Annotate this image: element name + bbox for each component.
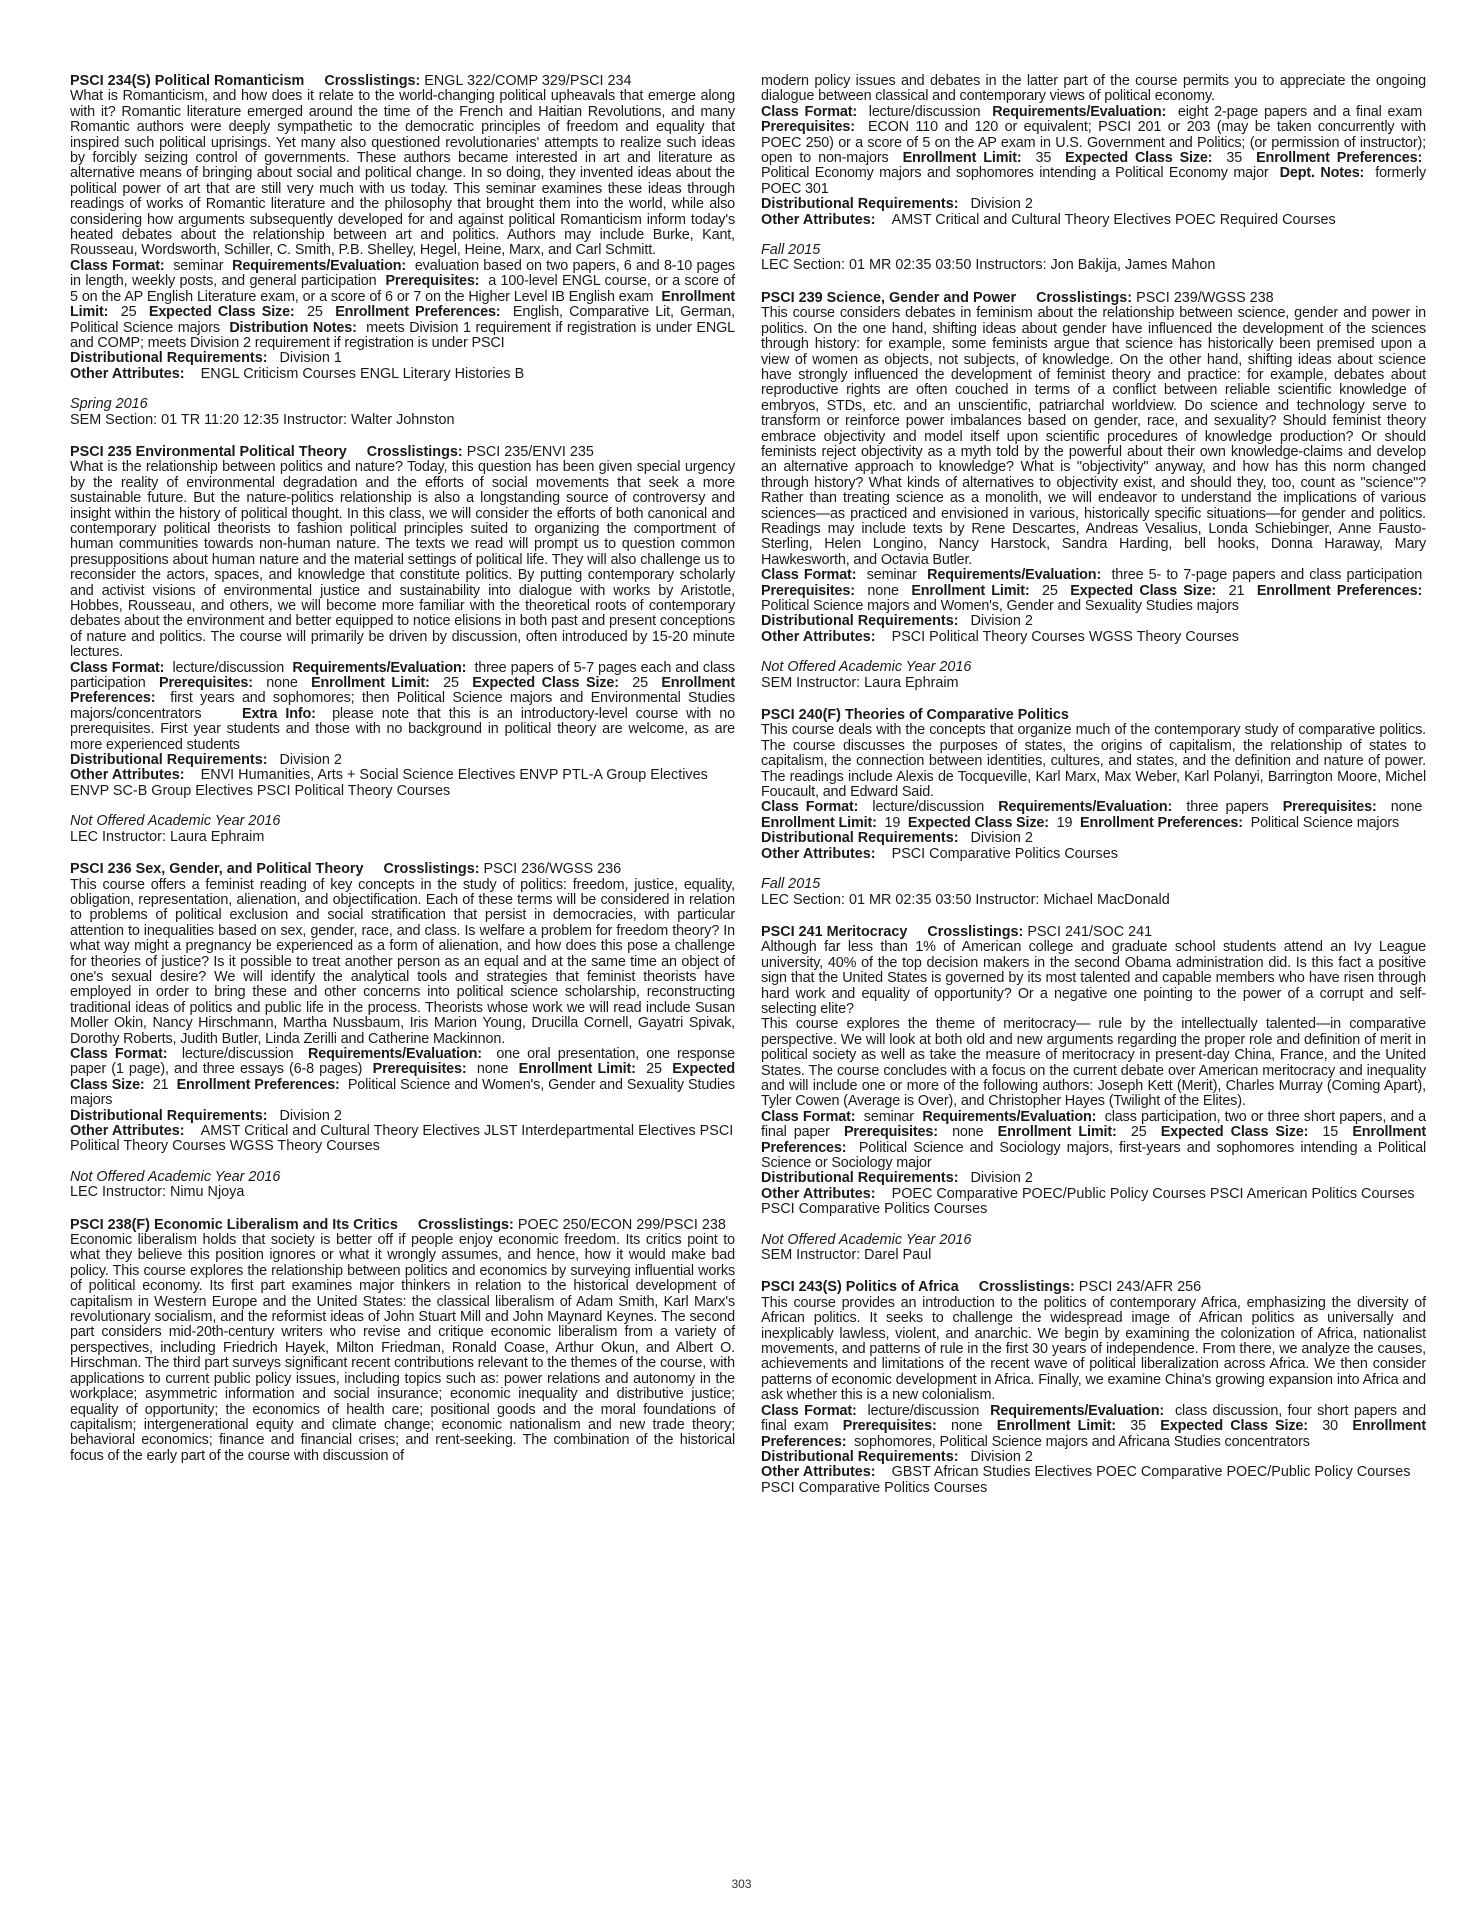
format-value: lecture/discussion: [868, 103, 981, 120]
course-description: What is the relationship between politics and nature? Today, this question has been given special urgency by the reality of environmental degradation and the efforts of social movements that seek a more sustainable future. But the nature-politics relationship is also a longstanding source of controversy and insight within the history of political thought. In this class, we will consider the efforts of both canonical and contemporary political theorists to fashion political principles suited to organizing the comportment of human communities towards non-human nature. The texts we read will prompt us to question common presuppositions about human nature and the material settings of political life. They will also challenge us to reconsider the actors, spaces, and knowledge that constitute politics. By putting contemporary scholarly and activist visions of environmental justice and sustainability into dialogue with works by Aristotle, Hobbes, Rousseau, and others, we will become more familiar with the theoretical roots of contemporary debates about the environment and better equipped to notice elisions in both past and present conceptions of nature and politics. The course will primarily be driven by discussion, often introduced by 15-20 minute lectures.: [70, 459, 735, 661]
attributes-line: [761, 213, 1426, 228]
distribution-value: Division 2: [970, 196, 1033, 213]
section-info: LEC Instructor: Nimu Njoya: [70, 1184, 245, 1201]
crosslist-value: ENGL 322/COMP 329/PSCI 234: [424, 73, 632, 89]
attributes-label: Other Attributes:: [761, 845, 876, 862]
prerequisites-label: Prerequisites:: [385, 273, 480, 290]
format-value: lecture/discussion: [872, 799, 985, 816]
distribution-value: Division 2: [970, 830, 1033, 847]
enrollment-preferences-label: Enrollment Preferences:: [1256, 150, 1423, 167]
requirements-label: Requirements/Evaluation:: [292, 659, 467, 676]
course-psci-236: [70, 862, 735, 1201]
format-value: seminar: [173, 257, 224, 274]
notes-label: Distribution Notes:: [229, 319, 357, 336]
requirements-value: three papers of 5-7 pages each and class participation: [70, 659, 735, 692]
format-label: Class Format:: [70, 257, 165, 274]
distribution-line: [70, 1109, 735, 1124]
enrollment-preferences-label: Enrollment Preferences:: [761, 1124, 1426, 1156]
dept-notes-label: Dept. Notes:: [1279, 165, 1365, 182]
crosslist-value: POEC 250/ECON 299/PSCI 238: [517, 1216, 726, 1233]
crosslist-value: PSCI 239/WGSS 238: [1136, 289, 1274, 306]
attributes-label: Other Attributes:: [761, 211, 876, 228]
class-size-value: 25: [632, 675, 648, 692]
course-title: PSCI 238(F) Economic Liberalism and Its Critics: [70, 1216, 398, 1233]
class-size-value: 35: [1226, 150, 1243, 167]
term-block: [761, 243, 1426, 274]
enrollment-limit-label: Enrollment Limit:: [997, 1124, 1117, 1141]
crosslist-value: PSCI 241/SOC 241: [1027, 923, 1153, 940]
term-block: [761, 1233, 1426, 1264]
enrollment-limit-value: 35: [1130, 1418, 1146, 1435]
enrollment-preferences-value: sophomores, Political Science majors and Africana Studies concentrators: [854, 1433, 1310, 1450]
enrollment-preferences-label: Enrollment Preferences:: [1080, 814, 1243, 831]
term-block: [70, 397, 735, 428]
format-label: Class Format:: [70, 659, 165, 676]
attributes-value: AMST Critical and Cultural Theory Electives JLST Interdepartmental Electives PSCI Political Theory Courses WGSS Theory Courses: [70, 1123, 734, 1155]
course-heading: [761, 925, 1426, 940]
distribution-value: Division 2: [279, 752, 342, 769]
course-title: PSCI 234(S) Political Romanticism: [70, 73, 305, 89]
attributes-value: AMST Critical and Cultural Theory Electives POEC Required Courses: [891, 211, 1336, 228]
crosslist-value: PSCI 235/ENVI 235: [466, 443, 594, 460]
attributes-value: PSCI Comparative Politics Courses: [891, 845, 1118, 862]
prerequisites-value: none: [476, 1061, 509, 1078]
attributes-line: [70, 367, 735, 382]
enrollment-preferences-label: Enrollment Preferences:: [176, 1076, 340, 1093]
course-psci-241: [761, 925, 1426, 1264]
course-details: [761, 105, 1426, 197]
class-size-label: Expected Class Size:: [1070, 582, 1217, 599]
format-label: Class Format:: [761, 1108, 856, 1125]
left-column: [70, 74, 735, 1464]
enrollment-limit-label: Enrollment Limit:: [996, 1418, 1116, 1435]
course-details: [761, 1404, 1426, 1450]
format-value: lecture/discussion: [181, 1045, 294, 1062]
enrollment-limit-label: Enrollment Limit:: [70, 288, 736, 321]
attributes-value: ENGL Criticism Courses ENGL Literary Histories B: [200, 365, 525, 382]
enrollment-preferences-label: Enrollment Preferences:: [335, 304, 501, 321]
enrollment-preferences-value: Political Science majors and Women's, Gender and Sexuality Studies majors: [761, 598, 1239, 614]
attributes-value: ENVI Humanities, Arts + Social Science Electives ENVP PTL-A Group Electives ENVP SC-B Group Electives PSCI Political Theory Courses: [70, 767, 708, 799]
course-description: This course deals with the concepts that organize much of the contemporary study of comparative politics. The course discusses the purposes of states, the origins of capitalism, the relationship of states to capitalism, the connection between identities, cultures, and states, and the definition and nature of power. The readings include Alexis de Tocqueville, Karl Marx, Max Weber, Karl Polanyi, Barrington Moore, Michel Foucault, and Edward Said.: [761, 722, 1426, 801]
requirements-label: Requirements/Evaluation:: [232, 257, 407, 274]
term-label: Fall 2015: [761, 242, 821, 259]
term-label: Fall 2015: [761, 876, 821, 893]
requirements-label: Requirements/Evaluation:: [307, 1045, 482, 1062]
right-column: [761, 74, 1426, 1496]
enrollment-limit-value: 25: [120, 304, 137, 321]
enrollment-limit-label: Enrollment Limit:: [311, 675, 430, 692]
extra-info-label: Extra Info:: [242, 705, 316, 722]
prerequisites-value: none: [1390, 799, 1423, 816]
distribution-value: Division 2: [970, 613, 1033, 630]
crosslist-label: Crosslistings:: [383, 861, 480, 878]
crosslist-label: Crosslistings:: [927, 923, 1024, 940]
class-size-value: 25: [307, 304, 323, 321]
prerequisites-label: Prerequisites:: [842, 1418, 937, 1435]
course-description: This course offers a feminist reading of key concepts in the study of politics: freedom, justice, equality, obligation, representation, alienation, and objectification. Each of these terms will be considered in relation to problems of political exclusion and social stratification that persist in democracies, with particular attention to inequalities based on sex, gender, race, and class. Is welfare a problem for freedom theory? In what way might a pregnancy be experienced as a form of alienation, and how does this pose a challenge for theories of justice? Is it possible to treat another person as an equal and at the same time an object of one's sexual desire? We will identify the analytical tools and strategies that feminist theorists have employed in order to bring these and other concerns into political science scholarship, reconstructing traditional ideas of politics and public life in the process. Theorists whose work we will read include Susan Moller Okin, Nancy Hirschmann, Martha Nussbaum, Iris Marion Young, Drucilla Cornell, Gayatri Spivak, Dorothy Roberts, Judith Butler, Linda Zerilli and Catherine Mackinnon.: [70, 876, 735, 1047]
notes-value: meets Division 1 requirement if registration is under ENGL and COMP; meets Division 2 requirement if registration is under PSCI: [70, 319, 735, 351]
course-heading: [70, 74, 735, 89]
attributes-label: Other Attributes:: [761, 628, 876, 645]
section-info: LEC Section: 01 MR 02:35 03:50 Instructors: Jon Bakija, James Mahon: [761, 257, 1216, 274]
term-label: Not Offered Academic Year 2016: [761, 659, 972, 676]
crosslist-label: Crosslistings:: [1036, 289, 1133, 306]
class-size-label: Expected Class Size:: [472, 675, 619, 692]
prerequisites-value: ECON 110 and 120 or equivalent; PSCI 201 or 203 (may be taken concurrently with POEC 250) or a score of 5 on the AP exam in U.S. Government and Politics; (or permission of instructor); open to non-majors: [761, 119, 1426, 167]
attributes-label: Other Attributes:: [761, 1464, 876, 1481]
format-value: seminar: [863, 1108, 914, 1125]
course-heading: [70, 1218, 735, 1233]
dept-notes-value: formerly POEC 301: [761, 165, 1426, 197]
course-heading: [761, 291, 1426, 306]
term-block: [761, 660, 1426, 691]
course-description: Economic liberalism holds that society is better off if people enjoy economic freedom. Its critics point to what they believe this position ignores or what it wrongly assumes, and hence, how it would make bad policy. This course explores the relationship between politics and economics by surveying influential works of political economy. Its first part examines major thinkers in relation to the historical development of capitalism in Western Europe and the United States: the classical liberalism of Adam Smith, Karl Marx's revolutionary socialism, and the reformist ideas of John Stuart Mill and John Maynard Keynes. The second part considers mid-20th-century writers who revise and critique economic liberalism from a variety of perspectives, including Friedrich Hayek, Milton Friedman, Ronald Coase, Arthur Okun, and Albert O. Hirschman. The third part surveys significant recent contributions relevant to the themes of the course, with applications to current public policy issues, including topics such as: power relations and autonomy in the workplace; asymmetric information and social insurance; economic inequality and distributive justice; equality of opportunity; the economics of health care; positional goods and the moral foundations of capitalism; intergenerational equity and climate change; economic nationalism and new trade theory; behavioral economics; finance and financial crises; and rent-seeking. The combination of the historical focus of the early part of the course with discussion of: [70, 1232, 735, 1464]
requirements-label: Requirements/Evaluation:: [927, 567, 1102, 584]
attributes-value: POEC Comparative POEC/Public Policy Courses PSCI American Politics Courses PSCI Comparative Politics Courses: [761, 1185, 1415, 1218]
attributes-line: [761, 1465, 1426, 1496]
enrollment-limit-value: 25: [443, 675, 459, 692]
course-description: This course provides an introduction to the politics of contemporary Africa, emphasizing the diversity of African politics. It seeks to challenge the widespread image of African politics as universally and inexplicably lawless, violent, and anarchic. We begin by examining the colonization of Africa, nationalist movements, and patterns of rule in the first 30 years of independence. From there, we analyze the causes, achievements and limitations of the recent wave of political liberalization across Africa. We then consider patterns of economic development in Africa. Finally, we examine China's growing expansion into Africa and ask whether this is a new colonialism.: [761, 1294, 1426, 1404]
enrollment-preferences-label: Enrollment Preferences:: [1256, 582, 1423, 599]
course-heading: [70, 445, 735, 460]
course-description-continued: modern policy issues and debates in the latter part of the course permits you to appreciate the ongoing dialogue between classical and contemporary views of political economy.: [761, 73, 1426, 105]
course-title: PSCI 243(S) Politics of Africa: [761, 1279, 959, 1296]
format-value: lecture/discussion: [867, 1402, 980, 1419]
course-description: This course considers debates in feminism about the relationship between science, gender and power in politics. On the one hand, shifting ideas about gender have influenced the development of the sciences through history: for example, some feminists argue that science has historically been premised upon a view of women as objects, not subjects, of knowledge. On the other hand, shifting ideas about science have strongly influenced the development of feminist theory and practice: for example, debates about reproductive rights are often couched in terms of a conflict between reliable scientific knowledge of embryos, STDs, etc. and an unscientific, patriarchal worldview. Do science and technology serve to transform or reinforce power imbalances based on gender, race, and sexuality? Should feminist theory embrace objectivity and model itself upon scientific procedures of knowledge production? Or should feminists reject objectivity as a myth told by the powerful about their own knowledge-claims and develop an alternative approach to knowledge? What is "objectivity" anyway, and how has this norm changed through history? What kinds of alternatives to objectivity exist, and should they, too, count as "science"? Rather than treating science as a monolith, we will endeavor to understand the implications of various sciences—as practiced and envisioned in various, historically specific situations—for gender and politics. Readings may include texts by Rene Descartes, Andreas Vesalius, Londa Schiebinger, Anne Fausto-Sterling, Helen Longino, Nancy Harstock, Sandra Harding, bell hooks, Donna Haraway, Mary Hawkesworth, and Octavia Butler.: [761, 305, 1426, 568]
enrollment-limit-label: Enrollment Limit:: [902, 150, 1022, 167]
course-psci-235: [70, 445, 735, 845]
enrollment-preferences-value: first years and sophomores; then Political Science majors and Environmental Studies majors/concentrators: [70, 690, 735, 722]
enrollment-limit-label: Enrollment Limit:: [761, 814, 877, 831]
course-psci-234: [70, 74, 735, 428]
prerequisites-value: a 100-level ENGL course, or a score of 5 on the AP English Literature exam, or a score of 6 or 7 on the Higher Level IB English exam: [70, 273, 735, 305]
class-size-label: Expected Class Size:: [148, 304, 295, 321]
attributes-value: PSCI Political Theory Courses WGSS Theory Courses: [891, 628, 1239, 645]
course-details: [70, 661, 735, 753]
prerequisites-label: Prerequisites:: [843, 1124, 938, 1141]
requirements-value: three papers: [1186, 799, 1269, 816]
term-block: [761, 877, 1426, 908]
requirements-value: one oral presentation, one response paper (1 page), and three essays (6-8 pages): [70, 1045, 736, 1078]
prerequisites-label: Prerequisites:: [761, 582, 855, 599]
enrollment-preferences-value: Political Economy majors and sophomores intending a Political Economy major: [761, 165, 1269, 182]
distribution-line: [761, 1171, 1426, 1186]
class-size-value: 30: [1322, 1418, 1338, 1435]
course-psci-238-continued: [761, 74, 1426, 274]
course-psci-238: [70, 1218, 735, 1465]
course-description-part-2: This course explores the theme of meritocracy— rule by the intellectually talented—in comparative perspective. We will look at both old and new arguments regarding the proper role and definition of merit in political society as well as take the measure of meritocracy in present-day China, France, and the United States. The course concludes with a focus on the current debate over American meritocracy and inequality and will include one or more of the following authors: Joseph Kett (Merit), Charles Murray (Coming Apart), Tyler Cowen (Average is Over), and Christopher Hayes (Twilight of the Elites).: [761, 1016, 1426, 1110]
class-size-value: 21: [152, 1076, 169, 1093]
requirements-value: evaluation based on two papers, 6 and 8-10 pages in length, weekly posts, and general participation: [70, 257, 735, 290]
distribution-line: [70, 753, 735, 768]
format-value: lecture/discussion: [172, 659, 285, 676]
course-details: [70, 1047, 735, 1109]
attributes-value: GBST African Studies Electives POEC Comparative POEC/Public Policy Courses PSCI Comparative Politics Courses: [761, 1464, 1411, 1496]
course-description: Although far less than 1% of American college and graduate school students attend an Ivy League university, 40% of the top decision makers in the second Obama administration did. Is this fact a positive sign that the United States is governed by its most talented and capable members who have risen through hard work and equality of opportunity? Or a negative one pointing to the power of a corrupt and self-selecting elite?: [761, 939, 1426, 1017]
attributes-label: Other Attributes:: [70, 767, 185, 784]
class-size-value: 21: [1228, 582, 1245, 599]
distribution-label: Distributional Requirements:: [70, 350, 268, 367]
enrollment-preferences-label: Enrollment Preferences:: [761, 1418, 1426, 1450]
format-label: Class Format:: [761, 103, 858, 120]
prerequisites-value: none: [951, 1418, 983, 1435]
attributes-line: [761, 847, 1426, 862]
attributes-label: Other Attributes:: [70, 365, 185, 382]
requirements-label: Requirements/Evaluation:: [998, 799, 1173, 816]
course-details: [761, 1110, 1426, 1172]
course-details: [761, 800, 1426, 831]
enrollment-limit-value: 35: [1035, 150, 1052, 167]
distribution-label: Distributional Requirements:: [761, 196, 959, 213]
course-description: What is Romanticism, and how does it relate to the world-changing political upheavals that emerge along with it? Romantic literature emerged around the time of the French and Haitian Revolutions, and many Romantic authors were deeply sympathetic to the democratic principles of freedom and equality that inspired such political uprisings. Yet many also questioned revolutionaries' attempts to realize such ideas by forcibly seizing control of governments. These authors became interested in art and literature as alternative means of bringing about social and political change. In so doing, they invented ideas about the political power of art that are still very much with us today. This seminar examines these ideas through readings of works of Romantic literature and the philosophy that brought them into the world, while also considering how arguments subsequently developed for and against political Romanticism inform today's heated debates about the relationship between art and politics. Authors may include Burke, Kant, Rousseau, Wordsworth, Schiller, C. Smith, P.B. Shelley, Hegel, Heine, Marx, and Carl Schmitt.: [70, 88, 735, 259]
format-label: Class Format:: [70, 1045, 168, 1062]
distribution-line: [761, 197, 1426, 212]
distribution-label: Distributional Requirements:: [761, 613, 959, 630]
enrollment-preferences-value: Political Science and Women's, Gender and Sexuality Studies majors: [70, 1076, 735, 1109]
format-label: Class Format:: [761, 799, 859, 816]
enrollment-limit-value: 25: [646, 1061, 662, 1078]
page-number: 303: [731, 1877, 752, 1891]
requirements-label: Requirements/Evaluation:: [922, 1108, 1097, 1125]
section-info: LEC Instructor: Laura Ephraim: [70, 828, 265, 845]
crosslist-label: Crosslistings:: [324, 73, 421, 89]
course-heading: [70, 862, 735, 877]
prerequisites-value: none: [952, 1124, 984, 1141]
enrollment-limit-value: 19: [884, 814, 901, 831]
attributes-line: [70, 1124, 735, 1155]
distribution-line: [761, 614, 1426, 629]
distribution-label: Distributional Requirements:: [70, 1107, 268, 1124]
attributes-line: [761, 1187, 1426, 1218]
attributes-line: [70, 768, 735, 799]
distribution-line: [70, 351, 735, 366]
course-psci-239: [761, 291, 1426, 691]
prerequisites-label: Prerequisites:: [372, 1061, 467, 1078]
prerequisites-label: Prerequisites:: [761, 119, 855, 136]
section-info: LEC Section: 01 MR 02:35 03:50 Instructor: Michael MacDonald: [761, 891, 1170, 908]
format-value: seminar: [866, 567, 917, 584]
distribution-value: Division 2: [279, 1107, 342, 1124]
course-title: PSCI 236 Sex, Gender, and Political Theory: [70, 861, 364, 878]
enrollment-preferences-value: Political Science majors: [1250, 814, 1399, 831]
enrollment-limit-label: Enrollment Limit:: [518, 1061, 636, 1078]
class-size-label: Expected Class Size:: [70, 1061, 736, 1093]
class-size-label: Expected Class Size:: [1065, 150, 1213, 167]
term-label: Not Offered Academic Year 2016: [70, 813, 281, 830]
attributes-label: Other Attributes:: [761, 1185, 876, 1202]
class-size-value: 15: [1322, 1124, 1339, 1141]
distribution-label: Distributional Requirements:: [761, 1448, 959, 1465]
course-title: PSCI 235 Environmental Political Theory: [70, 443, 347, 460]
prerequisites-value: none: [867, 582, 899, 599]
prerequisites-value: none: [266, 675, 298, 692]
prerequisites-label: Prerequisites:: [159, 675, 253, 692]
crosslist-label: Crosslistings:: [978, 1279, 1075, 1296]
course-details: [761, 568, 1426, 614]
enrollment-preferences-value: Political Science and Sociology majors, first-years and sophomores intending a Political Science or Sociology major: [761, 1139, 1426, 1171]
crosslist-label: Crosslistings:: [366, 443, 463, 460]
section-info: SEM Instructor: Laura Ephraim: [761, 674, 959, 691]
requirements-value: class participation, two or three short papers, and a final paper: [761, 1108, 1426, 1141]
course-details: [70, 259, 735, 351]
requirements-label: Requirements/Evaluation:: [992, 103, 1167, 120]
extra-info-value: please note that this is an introductory-level course with no prerequisites. First year students and those with no background in political theory are welcome, as are more experienced students: [70, 705, 735, 753]
class-size-label: Expected Class Size:: [1160, 1418, 1308, 1435]
term-block: [70, 814, 735, 845]
enrollment-limit-value: 25: [1042, 582, 1058, 599]
enrollment-limit-value: 25: [1130, 1124, 1147, 1141]
distribution-value: Division 2: [970, 1170, 1033, 1187]
requirements-value: eight 2-page papers and a final exam: [1177, 103, 1423, 120]
course-heading: [761, 1280, 1426, 1295]
prerequisites-label: Prerequisites:: [1282, 799, 1377, 816]
class-size-label: Expected Class Size:: [1160, 1124, 1309, 1141]
distribution-line: [761, 1450, 1426, 1465]
distribution-value: Division 1: [279, 350, 342, 367]
section-info: SEM Instructor: Darel Paul: [761, 1247, 932, 1264]
distribution-label: Distributional Requirements:: [70, 752, 268, 769]
course-psci-243: [761, 1280, 1426, 1496]
requirements-label: Requirements/Evaluation:: [990, 1402, 1165, 1419]
crosslist-value: PSCI 243/AFR 256: [1078, 1279, 1202, 1296]
course-title: PSCI 240(F) Theories of Comparative Politics: [761, 707, 1069, 724]
class-size-label: Expected Class Size:: [907, 814, 1049, 831]
requirements-value: class discussion, four short papers and final exam: [761, 1402, 1426, 1435]
crosslist-value: PSCI 236/WGSS 236: [483, 861, 622, 878]
course-title: PSCI 241 Meritocracy: [761, 923, 908, 940]
class-size-value: 19: [1056, 814, 1073, 831]
enrollment-preferences-value: English, Comparative Lit, German, Political Science majors: [70, 304, 736, 336]
term-label: Not Offered Academic Year 2016: [70, 1168, 281, 1185]
course-heading: [761, 708, 1426, 723]
enrollment-limit-label: Enrollment Limit:: [911, 582, 1030, 599]
section-info: SEM Section: 01 TR 11:20 12:35 Instructor: Walter Johnston: [70, 411, 455, 428]
term-label: Spring 2016: [70, 396, 148, 413]
format-label: Class Format:: [761, 1402, 857, 1419]
course-title: PSCI 239 Science, Gender and Power: [761, 289, 1017, 306]
attributes-label: Other Attributes:: [70, 1123, 185, 1139]
crosslist-label: Crosslistings:: [417, 1216, 514, 1233]
distribution-label: Distributional Requirements:: [761, 1170, 959, 1187]
distribution-value: Division 2: [970, 1448, 1033, 1465]
term-label: Not Offered Academic Year 2016: [761, 1231, 972, 1248]
distribution-line: [761, 831, 1426, 846]
course-psci-240: [761, 708, 1426, 908]
format-label: Class Format:: [761, 567, 857, 584]
distribution-label: Distributional Requirements:: [761, 830, 959, 847]
term-block: [70, 1170, 735, 1201]
enrollment-preferences-label: Enrollment Preferences:: [70, 675, 735, 707]
requirements-value: three 5- to 7-page papers and class participation: [1111, 567, 1423, 584]
attributes-line: [761, 630, 1426, 645]
